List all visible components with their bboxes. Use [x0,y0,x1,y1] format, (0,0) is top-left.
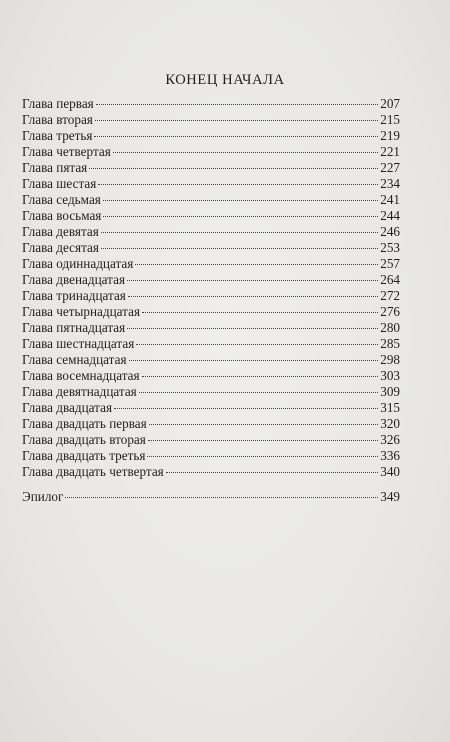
entry-page: 336 [380,448,400,463]
entry-page: 246 [380,224,400,239]
entry-name: Глава вторая [22,112,93,127]
entry-page: 234 [380,176,400,191]
toc-entry [22,432,400,448]
toc-entry [22,304,400,320]
entry-name: Глава одиннадцатая [22,256,134,271]
toc-entry [22,448,400,464]
dot-leader [114,408,378,409]
entry-page: 303 [380,368,400,383]
dot-leader [103,200,378,201]
entry-name: Глава двадцать первая [22,416,147,431]
entry-name: Глава девятая [22,224,99,239]
dot-leader [127,280,378,281]
entry-name: Эпилог [22,489,64,504]
toc-entry [22,272,400,288]
entry-page: 241 [380,192,400,207]
entry-name: Глава двадцать четвертая [22,464,164,479]
dot-leader [89,168,378,169]
entry-name: Глава двадцатая [22,400,113,415]
entry-name: Глава семнадцатая [22,352,127,367]
dot-leader [96,104,378,105]
entry-name: Глава четырнадцатая [22,304,141,319]
toc-entry [22,208,400,224]
toc-entry [22,96,400,112]
dot-leader [95,120,378,121]
entry-page: 207 [380,96,400,111]
toc-entry [22,368,400,384]
toc-entry-epilogue [22,489,400,505]
entry-page: 227 [380,160,400,175]
dot-leader [101,248,378,249]
entry-name: Глава восемнадцатая [22,368,140,383]
toc-entry [22,144,400,160]
toc-entry [22,288,400,304]
entry-name: Глава двенадцатая [22,272,126,287]
entry-page: 264 [380,272,400,287]
entry-page: 253 [380,240,400,255]
entry-page: 309 [380,384,400,399]
dot-leader [129,360,379,361]
dot-leader [113,152,378,153]
entry-name: Глава девятнадцатая [22,384,137,399]
entry-page: 298 [380,352,400,367]
toc-entry [22,384,400,400]
toc-entry [22,416,400,432]
entry-page: 215 [380,112,400,127]
dot-leader [94,136,378,137]
entry-name: Глава пятнадцатая [22,320,126,335]
dot-leader [136,344,378,345]
dot-leader [166,472,378,473]
toc-entry [22,352,400,368]
dot-leader [149,424,379,425]
table-of-contents [22,96,400,505]
entry-name: Глава шестая [22,176,97,191]
spacer [22,480,400,489]
toc-entry [22,192,400,208]
toc-entry [22,336,400,352]
toc-entry [22,320,400,336]
dot-leader [65,497,378,498]
entry-page: 326 [380,432,400,447]
entry-page: 219 [380,128,400,143]
entry-page: 285 [380,336,400,351]
entry-name: Глава четвертая [22,144,111,159]
dot-leader [98,184,378,185]
entry-name: Глава двадцать третья [22,448,146,463]
dot-leader [101,232,378,233]
entry-page: 320 [380,416,400,431]
toc-entry [22,240,400,256]
entry-name: Глава седьмая [22,192,101,207]
toc-entry [22,464,400,480]
entry-page: 221 [380,144,400,159]
dot-leader [127,328,378,329]
toc-entry [22,176,400,192]
entry-page: 276 [380,304,400,319]
entry-name: Глава третья [22,128,93,143]
entry-name: Глава восьмая [22,208,102,223]
dot-leader [147,456,378,457]
dot-leader [148,440,378,441]
dot-leader [142,376,379,377]
entry-name: Глава тринадцатая [22,288,126,303]
dot-leader [135,264,378,265]
toc-entry [22,224,400,240]
dot-leader [139,392,378,393]
toc-entry [22,128,400,144]
entry-name: Глава двадцать вторая [22,432,146,447]
entry-page: 340 [380,464,400,479]
entry-page: 315 [380,400,400,415]
dot-leader [128,296,378,297]
entry-page: 280 [380,320,400,335]
entry-page: 272 [380,288,400,303]
toc-entry [22,112,400,128]
section-title: КОНЕЦ НАЧАЛА [165,72,285,88]
entry-name: Глава пятая [22,160,88,175]
dot-leader [103,216,378,217]
entry-name: Глава первая [22,96,94,111]
toc-entry [22,256,400,272]
dot-leader [142,312,378,313]
entry-name: Глава десятая [22,240,99,255]
entry-page: 257 [380,256,400,271]
toc-entry [22,160,400,176]
entry-name: Глава шестнадцатая [22,336,135,351]
toc-entry [22,400,400,416]
entry-page: 349 [380,489,400,504]
entry-page: 244 [380,208,400,223]
